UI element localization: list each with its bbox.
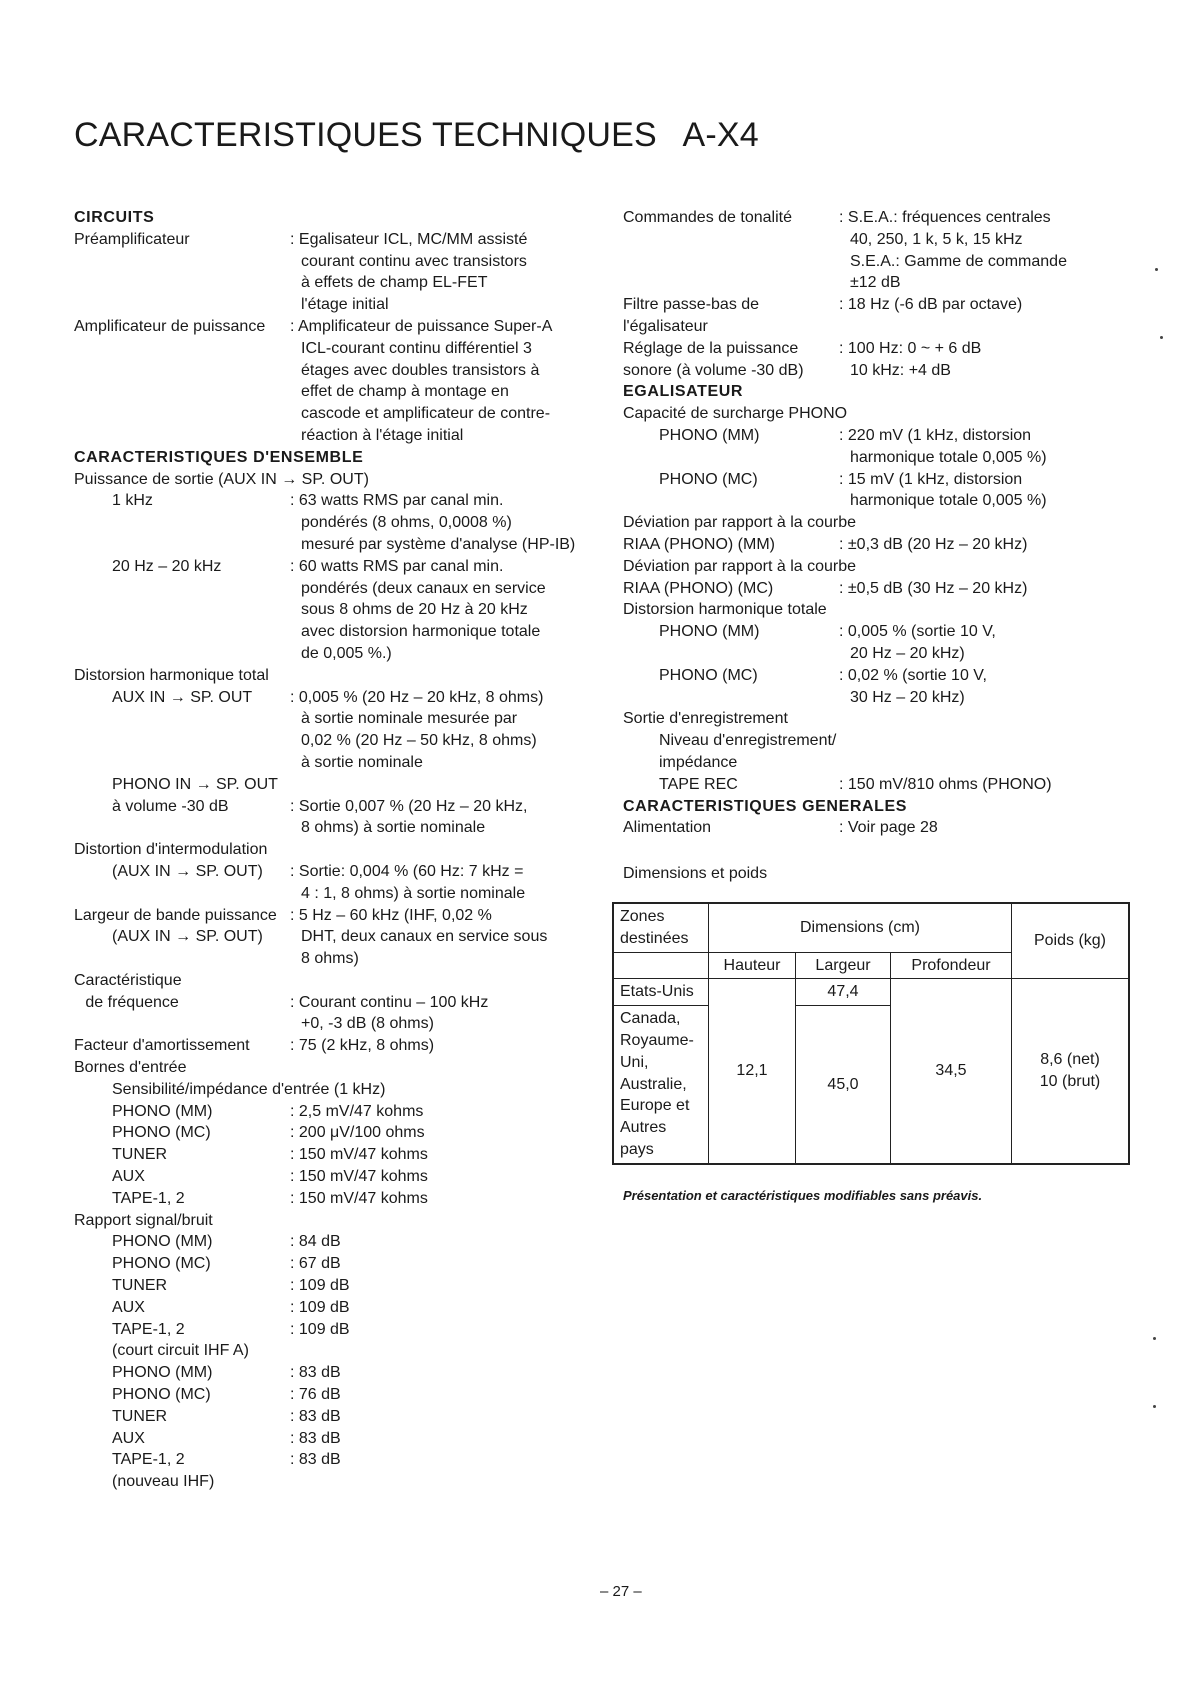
spec-label: Facteur d'amortissement — [74, 1037, 250, 1055]
left-row — [74, 1428, 594, 1450]
left-row — [74, 926, 594, 948]
spec-value: 8 ohms) à sortie nominale — [301, 819, 486, 837]
spec-value: : 83 dB — [290, 1364, 341, 1382]
section-heading: CARACTERISTIQUES D'ENSEMBLE — [74, 448, 364, 466]
spec-text: Bornes d'entrée — [74, 1059, 187, 1077]
left-row — [74, 251, 594, 273]
spec-value: 30 Hz – 20 kHz) — [850, 688, 965, 706]
spec-value: : 75 (2 kHz, 8 ohms) — [290, 1037, 435, 1055]
spec-label: PHONO (MM) — [659, 623, 760, 641]
scan-speck — [1155, 268, 1158, 271]
spec-label: PHONO (MC) — [112, 1255, 211, 1273]
left-row — [74, 403, 594, 425]
left-row — [74, 1406, 594, 1428]
spec-value: sous 8 ohms de 20 Hz à 20 kHz — [301, 601, 528, 619]
left-row — [74, 469, 594, 491]
right-row — [623, 730, 1143, 752]
cell-depth: 34,5 — [891, 979, 1012, 1164]
left-row — [74, 643, 594, 665]
section-heading: CIRCUITS — [74, 209, 155, 226]
left-row — [74, 381, 594, 403]
left-row — [74, 1449, 594, 1471]
spec-text: Capacité de surcharge PHONO — [623, 405, 848, 423]
spec-value: réaction à l'étage initial — [301, 426, 464, 444]
left-row — [74, 1471, 594, 1493]
spec-value: : 200 μV/100 ohms — [290, 1124, 425, 1142]
spec-value: : 150 mV/47 kohms — [290, 1146, 428, 1164]
spec-value: +0, -3 dB (8 ohms) — [301, 1015, 434, 1033]
left-row — [74, 1144, 594, 1166]
spec-value: : 0,005 % (sortie 10 V, — [839, 623, 996, 641]
spec-value: courant continu avec transistors — [301, 252, 527, 270]
spec-text: (nouveau IHF) — [112, 1473, 215, 1491]
spec-label: AUX — [112, 1168, 145, 1186]
spec-label: RIAA (PHONO) (MM) — [623, 535, 775, 553]
left-row — [74, 1035, 594, 1057]
spec-value: : Courant continu – 100 kHz — [290, 993, 489, 1011]
spec-label: 20 Hz – 20 kHz — [112, 557, 222, 575]
left-row — [74, 1297, 594, 1319]
scan-speck — [1153, 1337, 1156, 1340]
left-row — [74, 752, 594, 774]
cell-weight — [1012, 979, 1130, 1164]
spec-label: AUX — [112, 1298, 145, 1316]
header-height: Hauteur — [709, 952, 796, 979]
left-row — [74, 1013, 594, 1035]
spec-value: : 18 Hz (-6 dB par octave) — [839, 296, 1023, 314]
spec-value: : 2,5 mV/47 kohms — [290, 1102, 424, 1120]
spec-label: AUX IN → SP. OUT — [112, 688, 253, 706]
right-row — [623, 774, 1143, 796]
left-row — [74, 1101, 594, 1123]
left-row — [74, 294, 594, 316]
spec-value: : 220 mV (1 kHz, distorsion — [839, 426, 1032, 444]
spec-text: Caractéristique — [74, 971, 182, 989]
left-row — [74, 1340, 594, 1362]
left-row — [74, 512, 594, 534]
spec-value: : 5 Hz – 60 kHz (IHF, 0,02 % — [290, 906, 492, 924]
right-row — [623, 752, 1143, 774]
spec-value: : 150 mV/47 kohms — [290, 1189, 428, 1207]
right-row — [623, 643, 1143, 665]
right-row — [623, 229, 1143, 251]
left-row — [74, 1275, 594, 1297]
right-row — [623, 665, 1143, 687]
left-row — [74, 948, 594, 970]
left-row — [74, 490, 594, 512]
spec-label: (AUX IN → SP. OUT) — [112, 862, 263, 880]
spec-text: PHONO IN → SP. OUT — [112, 775, 278, 793]
zone-us: Etats-Unis — [613, 979, 709, 1006]
cell-width-other: 45,0 — [796, 1006, 891, 1164]
spec-text: Déviation par rapport à la courbe — [623, 514, 857, 532]
left-spec-column — [74, 207, 594, 1493]
right-row — [623, 294, 1143, 316]
spec-value: : Sortie 0,007 % (20 Hz – 20 kHz, — [290, 797, 528, 815]
left-row — [74, 1231, 594, 1253]
left-row — [74, 796, 594, 818]
left-row — [74, 534, 594, 556]
spec-value: effet de champ à montage en — [301, 383, 509, 401]
spec-value: : 100 Hz: 0 ~ + 6 dB — [839, 339, 982, 357]
spec-value: étages avec doubles transistors à — [301, 361, 540, 379]
spec-label: TAPE-1, 2 — [112, 1320, 185, 1338]
cell-height: 12,1 — [709, 979, 796, 1164]
left-row — [74, 1188, 594, 1210]
spec-label: PHONO (MM) — [659, 426, 760, 444]
spec-value: : 15 mV (1 kHz, distorsion — [839, 470, 1023, 488]
left-row — [74, 883, 594, 905]
spec-label: PHONO (MC) — [659, 470, 758, 488]
spec-label: sonore (à volume -30 dB) — [623, 361, 804, 379]
spec-label: TUNER — [112, 1407, 168, 1425]
spec-value: ±12 dB — [850, 274, 901, 292]
right-row — [623, 207, 1143, 229]
spec-value: avec distorsion harmonique totale — [301, 623, 541, 641]
left-row — [74, 970, 594, 992]
right-row — [623, 708, 1143, 730]
left-row — [74, 556, 594, 578]
spec-label: TAPE-1, 2 — [112, 1451, 185, 1469]
left-row — [74, 905, 594, 927]
spec-value: à effets de champ EL-FET — [301, 274, 488, 292]
spec-value: S.E.A.: Gamme de commande — [850, 252, 1067, 270]
spec-label: TUNER — [112, 1277, 168, 1295]
left-row — [74, 229, 594, 251]
left-row — [74, 1384, 594, 1406]
weight-net: 8,6 (net) — [1040, 1051, 1100, 1069]
right-row — [623, 687, 1143, 709]
left-row — [74, 1079, 594, 1101]
spec-value: : 109 dB — [290, 1298, 350, 1316]
spec-text: Sortie d'enregistrement — [623, 710, 788, 728]
left-row — [74, 1057, 594, 1079]
right-row — [623, 447, 1143, 469]
spec-label: Réglage de la puissance — [623, 339, 799, 357]
left-row — [74, 665, 594, 687]
left-row — [74, 687, 594, 709]
right-row — [623, 381, 1143, 403]
spec-value: : 0,02 % (sortie 10 V, — [839, 666, 987, 684]
left-row — [74, 316, 594, 338]
right-row — [623, 425, 1143, 447]
spec-value: à sortie nominale mesurée par — [301, 710, 518, 728]
left-row — [74, 861, 594, 883]
spec-value: 40, 250, 1 k, 5 k, 15 kHz — [850, 230, 1023, 248]
right-row — [623, 338, 1143, 360]
spec-label: 1 kHz — [112, 492, 153, 510]
right-row — [623, 578, 1143, 600]
spec-text: Distorsion harmonique total — [74, 666, 269, 684]
spec-value: : S.E.A.: fréquences centrales — [839, 209, 1051, 226]
left-row — [74, 992, 594, 1014]
left-row — [74, 1122, 594, 1144]
spec-value: ICL-courant continu différentiel 3 — [301, 339, 532, 357]
section-heading: EGALISATEUR — [623, 383, 744, 401]
left-row — [74, 774, 594, 796]
left-row — [74, 1362, 594, 1384]
spec-value: DHT, deux canaux en service sous — [301, 928, 548, 946]
right-spec-column — [623, 207, 1143, 839]
spec-value: pondérés (deux canaux en service — [301, 579, 546, 597]
header-zones — [613, 903, 709, 952]
spec-value: harmonique totale 0,005 %) — [850, 448, 1047, 466]
right-row — [623, 796, 1143, 818]
left-row — [74, 708, 594, 730]
page-title — [74, 116, 759, 155]
spec-text: impédance — [659, 753, 738, 771]
spec-label: (AUX IN → SP. OUT) — [112, 928, 263, 946]
right-row — [623, 490, 1143, 512]
right-row — [623, 403, 1143, 425]
left-row — [74, 599, 594, 621]
spec-value: 20 Hz – 20 kHz) — [850, 644, 965, 662]
spec-label: Alimentation — [623, 819, 712, 837]
spec-value: 10 kHz: +4 dB — [850, 361, 951, 379]
spec-label: PHONO (MC) — [112, 1386, 211, 1404]
spec-value: : Voir page 28 — [839, 819, 938, 837]
dimensions-table — [612, 902, 1130, 1165]
spec-label: RIAA (PHONO) (MC) — [623, 579, 774, 597]
spec-text: Rapport signal/bruit — [74, 1211, 213, 1229]
spec-value: : 83 dB — [290, 1451, 341, 1469]
spec-label: PHONO (MC) — [112, 1124, 211, 1142]
left-row — [74, 1166, 594, 1188]
spec-label: Préamplificateur — [74, 230, 190, 248]
spec-label: PHONO (MM) — [112, 1233, 213, 1251]
spec-label: AUX — [112, 1429, 145, 1447]
spec-value: : 84 dB — [290, 1233, 341, 1251]
spec-label: TUNER — [112, 1146, 168, 1164]
header-zones-spacer — [613, 952, 709, 979]
left-row — [74, 817, 594, 839]
spec-value: : 150 mV/47 kohms — [290, 1168, 428, 1186]
left-row — [74, 1319, 594, 1341]
spec-value: 4 : 1, 8 ohms) à sortie nominale — [301, 884, 526, 902]
spec-value: : 83 dB — [290, 1429, 341, 1447]
left-row — [74, 425, 594, 447]
spec-value: 8 ohms) — [301, 950, 359, 968]
spec-value: : 67 dB — [290, 1255, 341, 1273]
left-row — [74, 447, 594, 469]
right-row — [623, 360, 1143, 382]
dimensions-heading: Dimensions et poids — [623, 865, 768, 882]
zone-other: Canada, Royaume-Uni, Australie, Europe et Autres pays — [613, 1006, 709, 1164]
spec-value: : 109 dB — [290, 1320, 350, 1338]
left-row — [74, 1210, 594, 1232]
spec-value: : 60 watts RMS par canal min. — [290, 557, 504, 575]
spec-text: Distorsion harmonique totale — [623, 601, 827, 619]
header-zones-text: Zones destinées — [620, 908, 689, 947]
spec-value: : 76 dB — [290, 1386, 341, 1404]
left-row — [74, 730, 594, 752]
spec-label: PHONO (MM) — [112, 1364, 213, 1382]
right-row — [623, 316, 1143, 338]
left-row — [74, 272, 594, 294]
spec-label: TAPE REC — [659, 775, 738, 793]
header-dimensions: Dimensions (cm) — [709, 903, 1012, 952]
left-row — [74, 1253, 594, 1275]
spec-value: pondérés (8 ohms, 0,0008 %) — [301, 514, 512, 532]
spec-label: PHONO (MC) — [659, 666, 758, 684]
spec-text: l'égalisateur — [623, 317, 708, 335]
right-row — [623, 272, 1143, 294]
spec-value: : 0,005 % (20 Hz – 20 kHz, 8 ohms) — [290, 688, 544, 706]
right-row — [623, 469, 1143, 491]
left-row — [74, 578, 594, 600]
spec-value: 0,02 % (20 Hz – 50 kHz, 8 ohms) — [301, 732, 537, 750]
spec-value: de 0,005 %.) — [301, 644, 392, 662]
spec-value: : Egalisateur ICL, MC/MM assisté — [290, 230, 528, 248]
spec-value: cascode et amplificateur de contre- — [301, 405, 551, 423]
right-row — [623, 512, 1143, 534]
header-weight: Poids (kg) — [1012, 903, 1130, 979]
left-row — [74, 338, 594, 360]
spec-label: TAPE-1, 2 — [112, 1189, 185, 1207]
spec-text: Puissance de sortie (AUX IN → SP. OUT) — [74, 470, 369, 488]
spec-label: à volume -30 dB — [112, 797, 229, 815]
spec-value: : 83 dB — [290, 1407, 341, 1425]
spec-value: : ±0,3 dB (20 Hz – 20 kHz) — [839, 535, 1028, 553]
spec-value: : ±0,5 dB (30 Hz – 20 kHz) — [839, 579, 1028, 597]
spec-value: mesuré par système d'analyse (HP-IB) — [301, 535, 576, 553]
section-heading: CARACTERISTIQUES GENERALES — [623, 797, 908, 815]
spec-value: : Amplificateur de puissance Super-A — [290, 317, 553, 335]
spec-text: (court circuit IHF A) — [112, 1342, 249, 1360]
spec-value: harmonique totale 0,005 %) — [850, 492, 1047, 510]
spec-value: : 150 mV/810 ohms (PHONO) — [839, 775, 1052, 793]
spec-label: Commandes de tonalité — [623, 209, 792, 226]
spec-label: Largeur de bande puissance — [74, 906, 277, 924]
spec-text: Niveau d'enregistrement/ — [659, 732, 837, 750]
footnote: Présentation et caractéristiques modifiables sans préavis. — [623, 1188, 983, 1203]
spec-label: PHONO (MM) — [112, 1102, 213, 1120]
spec-text: Distortion d'intermodulation — [74, 841, 268, 859]
right-row — [623, 534, 1143, 556]
header-depth: Profondeur — [891, 952, 1012, 979]
spec-value: : 109 dB — [290, 1277, 350, 1295]
left-row — [74, 207, 594, 229]
spec-label: Filtre passe-bas de — [623, 296, 760, 314]
header-width: Largeur — [796, 952, 891, 979]
spec-value: : Sortie: 0,004 % (60 Hz: 7 kHz = — [290, 862, 524, 880]
left-row — [74, 360, 594, 382]
title-model: A-X4 — [682, 116, 759, 154]
right-row — [623, 556, 1143, 578]
spec-text: Sensibilité/impédance d'entrée (1 kHz) — [112, 1080, 386, 1098]
spec-label: de fréquence — [85, 993, 179, 1011]
left-row — [74, 839, 594, 861]
title-main: CARACTERISTIQUES TECHNIQUES — [74, 116, 657, 154]
right-row — [623, 599, 1143, 621]
scan-speck — [1160, 336, 1163, 339]
spec-value: l'étage initial — [301, 296, 389, 314]
right-row — [623, 621, 1143, 643]
spec-value: à sortie nominale — [301, 753, 423, 771]
right-row — [623, 251, 1143, 273]
left-row — [74, 621, 594, 643]
scan-speck — [1153, 1405, 1156, 1408]
weight-gross: 10 (brut) — [1039, 1073, 1101, 1091]
right-row — [623, 817, 1143, 839]
cell-width-us: 47,4 — [796, 979, 891, 1006]
page-number: – 27 – — [600, 1583, 642, 1600]
spec-label: Amplificateur de puissance — [74, 317, 266, 335]
spec-value: : 63 watts RMS par canal min. — [290, 492, 504, 510]
spec-text: Déviation par rapport à la courbe — [623, 557, 857, 575]
